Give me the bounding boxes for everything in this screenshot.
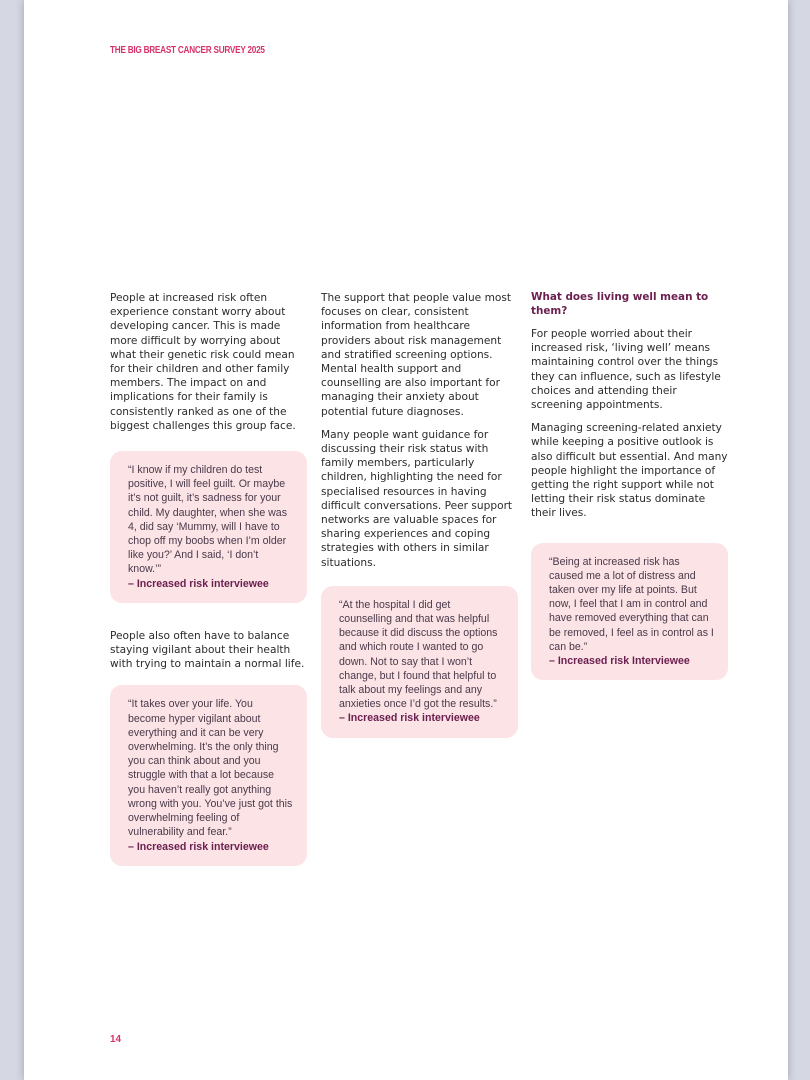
quote-attribution: – Increased risk interviewee <box>339 712 480 725</box>
quote-text: “At the hospital I did get counselling and that was helpful because it did discuss the options and which route I wanted to go down. Not to say that I won’t change, but I found that helpful to talk about my feelings and any anxieties once I’d got the results.” <box>339 598 498 711</box>
quote-box <box>531 543 728 681</box>
section-heading: What does living well mean to them? <box>531 291 709 317</box>
quote-box <box>110 685 307 865</box>
column-2 <box>321 291 518 758</box>
quote-text: “Being at increased risk has caused me a lot of distress and taken over my life at points. But now, I feel that I am in control and have removed everything that can be removed, I feel as in control as I can be.” <box>549 555 714 653</box>
quote-text: “I know if my children do test positive, I will feel guilt. Or maybe it’s not guilt, it’s sadness for your child. My daughter, when she was 4, did say ‘Mummy, will I have to chop off my boobs when I’m older like you?’ And I said, ‘I don’t know.’” <box>128 464 287 576</box>
body-paragraph: People also often have to balance staying vigilant about their health with trying to maintain a normal life. <box>110 629 305 671</box>
body-paragraph: For people worried about their increased risk, ‘living well’ means maintaining control over the things they can influence, such as lifestyle choices and attending their screening appointments. <box>531 328 721 412</box>
page-number: 14 <box>110 1034 122 1045</box>
body-paragraph: People at increased risk often experience constant worry about developing cancer. This is made more difficult by worrying about what their genetic risk could mean for their children and other family members. The impact on and implications for their family is consistently ranked as one of the biggest challenges this group face. <box>110 292 296 432</box>
quote-text: “It takes over your life. You become hyper vigilant about everything and it can be very overwhelming. It’s the only thing you can think about and you struggle with that a lot because you haven’t really got anything wrong with you. You’ve just got this overwhelming feeling of vulnerability and fear.” <box>128 698 293 839</box>
quote-box <box>110 451 307 603</box>
quote-attribution: – Increased risk interviewee <box>128 577 269 590</box>
document-page <box>24 0 788 1080</box>
quote-attribution: – Increased risk interviewee <box>128 840 269 853</box>
body-paragraph: Managing screening-related anxiety while keeping a positive outlook is also difficult but essential. And many people highlight the importance of getting the right support while not letting their risk status dominate their lives. <box>531 422 728 520</box>
quote-box <box>321 586 518 738</box>
column-1 <box>110 291 307 886</box>
body-paragraph: Many people want guidance for discussing their risk status with family members, particularly children, highlighting the need for specialised resources in having difficult conversations. Peer support networks are valuable spaces for sharing experiences and coping strategies with others in similar situations. <box>321 428 513 569</box>
quote-attribution: – Increased risk Interviewee <box>549 655 690 668</box>
running-header: THE BIG BREAST CANCER SURVEY 2025 <box>110 45 265 56</box>
body-paragraph: The support that people value most focuses on clear, consistent information from healthcare providers about risk management and stratified screening options. Mental health support and counselling are also important for managing their anxiety about potential future diagnoses. <box>321 292 512 418</box>
column-3 <box>531 291 728 700</box>
